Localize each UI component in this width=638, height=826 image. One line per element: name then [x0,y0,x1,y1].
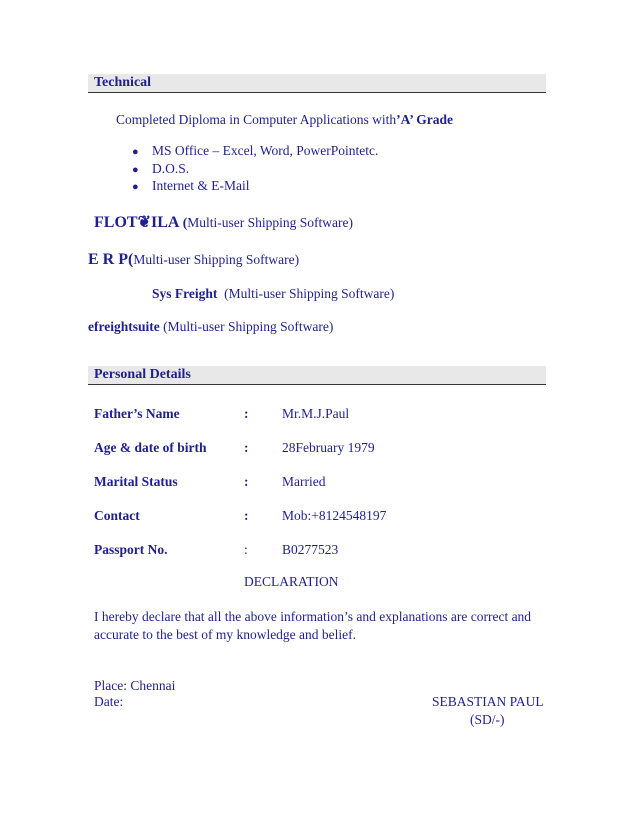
colon: : [244,508,249,523]
contact-label: Contact [94,508,140,523]
diploma-grade: ’A’ Grade [396,112,453,127]
personal-heading: Personal Details [94,367,191,382]
signature-mark: (SD/-) [470,712,505,727]
list-item: ● D.O.S. [132,160,378,178]
technical-heading: Technical [94,75,152,90]
erp-line [88,251,299,269]
bullet-icon: ● [132,163,139,176]
dob-label: Age & date of birth [94,440,207,455]
efreight-desc: (Multi-user Shipping Software) [163,319,334,334]
contact-value: Mob:+8124548197 [282,508,387,523]
personal-section-header [88,366,546,385]
passport-value: B0277523 [282,542,339,557]
marital-status-label: Marital Status [94,474,178,489]
flotilla-name-start: FLOT [94,214,138,231]
sysfreight-name: Sys Freight [152,286,218,301]
sysfreight-desc: (Multi-user Shipping Software) [224,286,395,301]
marital-status-value: Married [282,474,326,489]
diploma-line [116,112,453,128]
declaration-heading: DECLARATION [244,574,339,589]
declaration-text: I hereby declare that all the above information’s and explanations are correct and accurate to the best of my knowledge and belief. [94,609,532,642]
signatory-name: SEBASTIAN PAUL [432,694,544,709]
flotilla-paren: ( [179,215,188,230]
bullet-icon: ● [132,181,139,193]
colon: : [244,406,249,421]
flotilla-logo-icon: ❦ [137,214,151,231]
fathers-name-label: Father’s Name [94,406,180,421]
colon: : [244,440,249,455]
erp-desc: Multi-user Shipping Software) [133,252,300,267]
date-label: Date: [94,694,124,709]
skills-list [132,142,378,195]
efreight-line [88,319,333,335]
fathers-name-value: Mr.M.J.Paul [282,406,350,421]
technical-section-header [88,74,546,93]
list-item: ● MS Office – Excel, Word, PowerPointetc. [132,142,378,160]
flotilla-line [94,212,353,232]
place-text: Place: Chennai [94,678,176,693]
bullet-icon: ● [132,146,139,158]
colon: : [244,542,248,557]
sysfreight-line [152,286,394,302]
flotilla-desc: Multi-user Shipping Software) [187,215,354,230]
flotilla-name-end: ILA [150,214,180,231]
erp-name: E R P( [88,251,134,268]
list-item: ● Internet & E-Mail [132,177,378,195]
dob-value: 28February 1979 [282,440,375,455]
passport-label: Passport No. [94,542,168,557]
colon: : [244,474,249,489]
efreight-name: efreightsuite [88,319,160,334]
diploma-text: Completed Diploma in Computer Applications with [116,112,397,127]
